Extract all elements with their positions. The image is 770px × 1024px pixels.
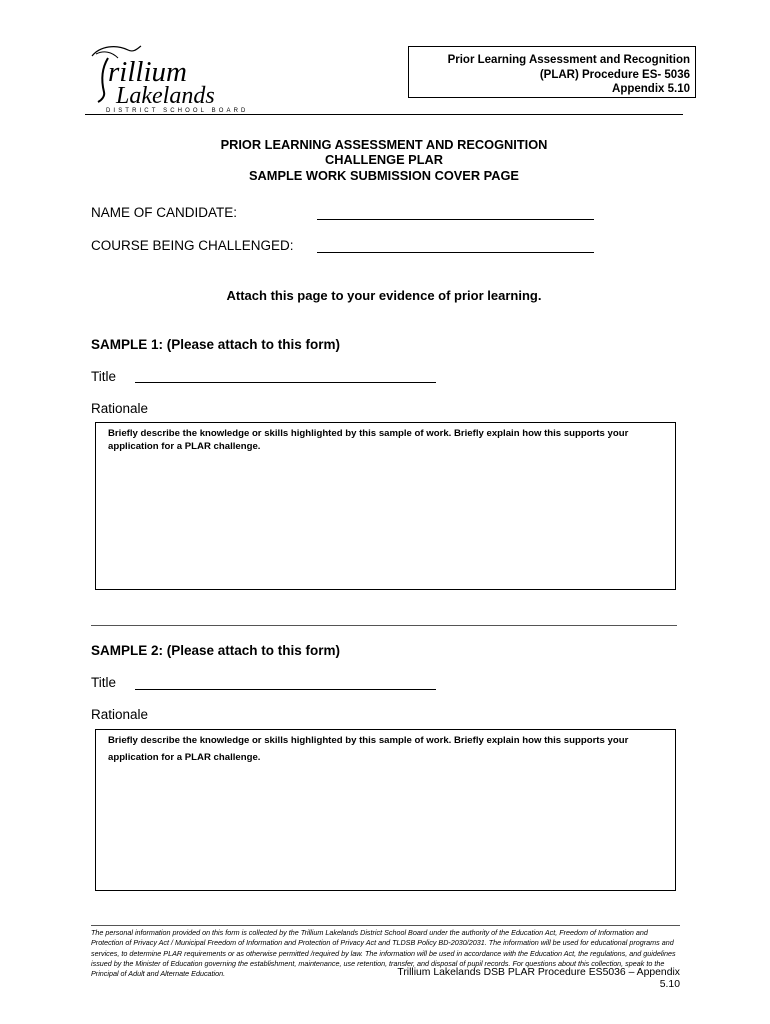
- footer-divider: [91, 925, 680, 926]
- sample-1-rationale-label: Rationale: [91, 401, 149, 416]
- attach-instruction: Attach this page to your evidence of prior learning.: [226, 288, 542, 303]
- sample-2-title-label: Title: [91, 675, 117, 690]
- form-title-line3: SAMPLE WORK SUBMISSION COVER PAGE: [249, 168, 519, 183]
- sample-2-rationale-label: Rationale: [91, 707, 149, 722]
- sample-2-rationale-box[interactable]: [95, 729, 676, 891]
- course-label: COURSE BEING CHALLENGED:: [91, 238, 294, 253]
- course-field[interactable]: [317, 252, 594, 253]
- logo-wordmark-line1: rillium: [108, 56, 187, 88]
- sample-1-rationale-box[interactable]: [95, 422, 676, 590]
- privacy-notice: The personal information provided on this form is collected by the Trillium Lakelands District School Board under the authority of the Education Act, Freedom of Information and Protection of Privacy Act / Municipal Freedom of Information and Protection of Privacy Act and TLDSB Policy BD-2030/2031. The information will be used for educational programs and services, to determine PLAR requirements or as otherwise permitted /required by law. The information will be used in accordance with the Education Act, the regulations, and guidelines issued by the Minister of Education governing the establishment, maintenance, use retention, transfer, and disposal of pupil records. For questions about this collection, speak to the Principal of Adult and Alternate Education.: [91, 928, 676, 979]
- sample-2-heading: SAMPLE 2: (Please attach to this form): [91, 643, 341, 658]
- procedure-ref-line3: Appendix 5.10: [612, 83, 690, 95]
- section-divider: [91, 625, 677, 626]
- document-reference: Trillium Lakelands DSB PLAR Procedure ES5036 – Appendix 5.10: [397, 967, 680, 990]
- logo-subtitle: DISTRICT SCHOOL BOARD: [106, 108, 249, 114]
- logo-wordmark-line2: Lakelands: [116, 83, 215, 109]
- form-title-line1: PRIOR LEARNING ASSESSMENT AND RECOGNITION: [220, 137, 548, 152]
- sample-1-rationale-prompt: Briefly describe the knowledge or skills highlighted by this sample of work. Briefly explain how this supports your application for a PLAR challenge.: [108, 428, 629, 452]
- procedure-ref-line2: (PLAR) Procedure ES- 5036: [539, 68, 690, 81]
- candidate-name-field[interactable]: [317, 219, 594, 220]
- procedure-reference-box: [408, 46, 696, 98]
- sample-2-title-field[interactable]: [135, 689, 436, 690]
- procedure-ref-line1: Prior Learning Assessment and Recognition: [447, 54, 690, 66]
- sample-1-title-field[interactable]: [135, 382, 436, 383]
- sample-1-title-label: Title: [91, 369, 117, 384]
- header-divider: [85, 114, 683, 115]
- candidate-name-label: NAME OF CANDIDATE:: [91, 205, 238, 220]
- district-logo: [86, 44, 249, 116]
- form-title-line2: CHALLENGE PLAR: [324, 152, 443, 167]
- sample-2-rationale-prompt: Briefly describe the knowledge or skills highlighted by this sample of work. Briefly explain how this supports your application for a PLAR challenge.: [108, 735, 629, 763]
- sample-1-heading: SAMPLE 1: (Please attach to this form): [91, 337, 341, 352]
